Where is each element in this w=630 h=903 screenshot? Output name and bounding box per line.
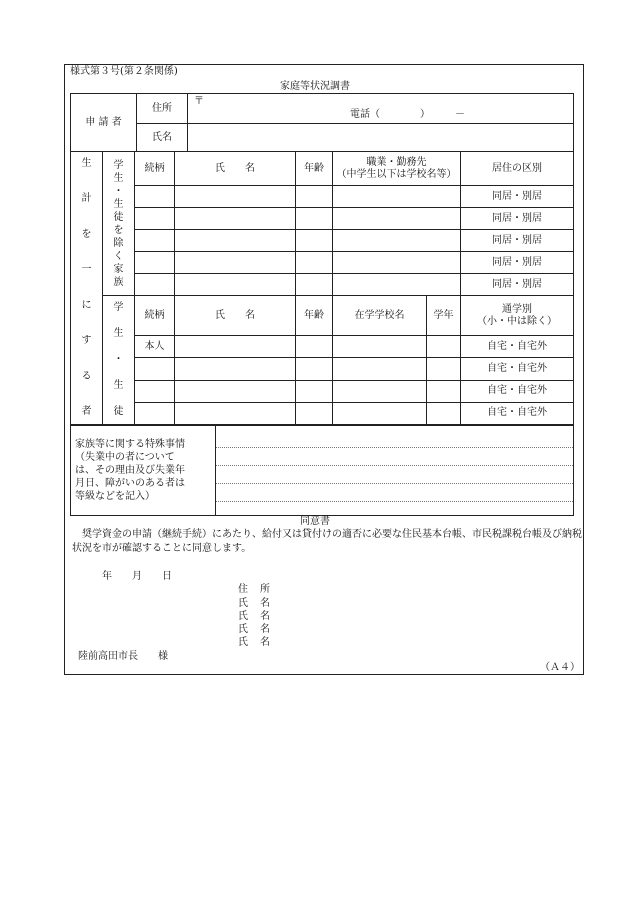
age-cell[interactable] <box>296 186 333 208</box>
table-row <box>71 252 574 274</box>
household-table <box>70 151 574 425</box>
relation-cell[interactable] <box>135 274 175 296</box>
signer-name-label: 氏 名 <box>238 624 271 635</box>
form-number: 様式第３号(第２条関係) <box>70 66 178 77</box>
table-row <box>71 336 574 358</box>
residence-cell[interactable]: 同居・別居 <box>461 208 574 230</box>
vertical-char: 生 <box>81 158 92 169</box>
vertical-char: る <box>81 370 92 382</box>
address-label: 住所 <box>137 94 188 124</box>
name-cell[interactable] <box>175 230 296 252</box>
student-relation-cell[interactable] <box>135 380 175 402</box>
school-cell[interactable] <box>333 380 427 402</box>
signer-name-label: 氏 名 <box>238 611 271 622</box>
vertical-char: 者 <box>81 405 92 417</box>
vertical-char: 徒 <box>113 211 124 223</box>
student-age-cell[interactable] <box>296 336 333 358</box>
vertical-char: を <box>113 224 124 236</box>
student-relation-cell[interactable] <box>135 358 175 380</box>
header-school: 在学学校名 <box>333 296 427 336</box>
grade-cell[interactable] <box>427 336 461 358</box>
vertical-char: 家 <box>113 263 124 275</box>
table-row <box>71 274 574 296</box>
signer-address-label: 住 所 <box>238 584 271 595</box>
vertical-char: ・ <box>113 185 124 197</box>
dotted-line <box>216 466 573 484</box>
applicant-table <box>70 93 574 152</box>
school-cell[interactable] <box>333 336 427 358</box>
table-row <box>71 358 574 380</box>
grade-cell[interactable] <box>427 402 461 424</box>
header-name: 氏 名 <box>175 152 296 186</box>
student-age-cell[interactable] <box>296 402 333 424</box>
dotted-line <box>216 448 573 466</box>
residence-cell[interactable]: 同居・別居 <box>461 230 574 252</box>
special-line: は、その理由及び失業年 <box>75 465 185 476</box>
name-field[interactable] <box>188 124 574 152</box>
vertical-char: 除 <box>113 237 124 249</box>
name-cell[interactable] <box>175 208 296 230</box>
consent-body: 奨学資金の申請（継続手続）にあたり、給付又は貸付けの適否に必要な住民基本台帳、市民税課税台帳及び納税状況を市が確認することに同意します。 <box>72 529 582 554</box>
special-line: 家族等に関する特殊事情 <box>75 439 185 450</box>
table-row <box>71 402 574 424</box>
header-commute-line2: （小・中は除く） <box>477 315 557 327</box>
special-circumstances-field[interactable] <box>216 426 574 516</box>
commute-cell[interactable]: 自宅・自宅外 <box>461 402 574 424</box>
special-line: 等級などを記入） <box>75 491 155 502</box>
relation-cell[interactable] <box>135 186 175 208</box>
header-occupation-line2: （中学生以下は学校名等） <box>336 168 457 180</box>
student-age-cell[interactable] <box>296 358 333 380</box>
header-student-name: 氏 名 <box>175 296 296 336</box>
signer-name-label: 氏 名 <box>238 598 271 609</box>
consent-title: 同意書 <box>300 516 330 527</box>
age-cell[interactable] <box>296 252 333 274</box>
commute-cell[interactable]: 自宅・自宅外 <box>461 336 574 358</box>
residence-cell[interactable]: 同居・別居 <box>461 274 574 296</box>
vertical-char: く <box>113 250 124 262</box>
dotted-line <box>216 430 573 448</box>
vertical-char: ・ <box>113 354 124 365</box>
occupation-cell[interactable] <box>333 186 461 208</box>
vertical-char: 生 <box>113 198 124 210</box>
household-side-label <box>71 152 103 425</box>
header-relation: 続柄 <box>135 152 175 186</box>
relation-cell[interactable] <box>135 230 175 252</box>
dotted-line <box>216 484 573 502</box>
date-line[interactable]: 年 月 日 <box>102 571 172 582</box>
form-title: 家庭等状況調書 <box>280 81 350 92</box>
student-name-cell[interactable] <box>175 358 296 380</box>
age-cell[interactable] <box>296 208 333 230</box>
table-row <box>71 208 574 230</box>
vertical-char: 計 <box>81 193 92 205</box>
name-label: 氏名 <box>137 124 188 152</box>
occupation-cell[interactable] <box>333 230 461 252</box>
table-row <box>71 186 574 208</box>
commute-cell[interactable]: 自宅・自宅外 <box>461 358 574 380</box>
vertical-char: に <box>81 299 92 311</box>
grade-cell[interactable] <box>427 358 461 380</box>
student-name-cell[interactable] <box>175 402 296 424</box>
non-student-group-label <box>103 152 135 296</box>
student-age-cell[interactable] <box>296 380 333 402</box>
vertical-char: 生 <box>113 172 124 184</box>
relation-cell[interactable] <box>135 252 175 274</box>
age-cell[interactable] <box>296 230 333 252</box>
table-row <box>71 230 574 252</box>
vertical-char: 徒 <box>113 406 124 417</box>
relation-cell[interactable] <box>135 208 175 230</box>
school-cell[interactable] <box>333 358 427 380</box>
vertical-char: 学 <box>113 302 124 313</box>
name-cell[interactable] <box>175 186 296 208</box>
vertical-char: 一 <box>81 264 92 276</box>
vertical-char: 学 <box>113 159 124 171</box>
postal-mark: 〒 <box>194 96 204 107</box>
age-cell[interactable] <box>296 274 333 296</box>
name-cell[interactable] <box>175 274 296 296</box>
header-student-age: 年齢 <box>296 296 333 336</box>
header-occupation <box>333 152 461 186</box>
paper-size: （Ａ４） <box>540 662 580 673</box>
student-relation-cell[interactable] <box>135 402 175 424</box>
special-line: （失業中の者について <box>75 452 175 463</box>
phone-label: 電話（ ） － <box>350 109 465 120</box>
student-relation-cell[interactable]: 本人 <box>135 336 175 358</box>
signer-name-label: 氏 名 <box>238 637 271 648</box>
header-commute-line1: 通学別 <box>502 303 532 315</box>
special-line: 月日、障がいのある者は <box>75 478 185 489</box>
grade-cell[interactable] <box>427 380 461 402</box>
residence-cell[interactable]: 同居・別居 <box>461 252 574 274</box>
header-occupation-line1: 職業・勤務先 <box>366 156 427 168</box>
vertical-char: 生 <box>113 328 124 339</box>
student-group-label <box>103 296 135 425</box>
occupation-cell[interactable] <box>333 252 461 274</box>
vertical-char: 族 <box>113 276 124 288</box>
name-cell[interactable] <box>175 252 296 274</box>
student-name-cell[interactable] <box>175 336 296 358</box>
occupation-cell[interactable] <box>333 274 461 296</box>
special-circumstances-table <box>70 425 574 516</box>
table-row <box>71 380 574 402</box>
header-grade: 学年 <box>427 296 461 336</box>
vertical-char: 生 <box>113 380 124 391</box>
school-cell[interactable] <box>333 402 427 424</box>
residence-cell[interactable]: 同居・別居 <box>461 186 574 208</box>
addressee: 陸前高田市長 様 <box>78 651 168 662</box>
special-circumstances-label <box>71 426 216 516</box>
header-student-relation: 続柄 <box>135 296 175 336</box>
commute-cell[interactable]: 自宅・自宅外 <box>461 380 574 402</box>
student-name-cell[interactable] <box>175 380 296 402</box>
vertical-char: を <box>81 228 92 240</box>
occupation-cell[interactable] <box>333 208 461 230</box>
applicant-label: 申 請 者 <box>71 94 137 152</box>
header-residence: 居住の区別 <box>461 152 574 186</box>
vertical-char: す <box>81 335 92 347</box>
header-commute <box>461 296 574 336</box>
header-age: 年齢 <box>296 152 333 186</box>
address-field[interactable] <box>188 94 574 124</box>
